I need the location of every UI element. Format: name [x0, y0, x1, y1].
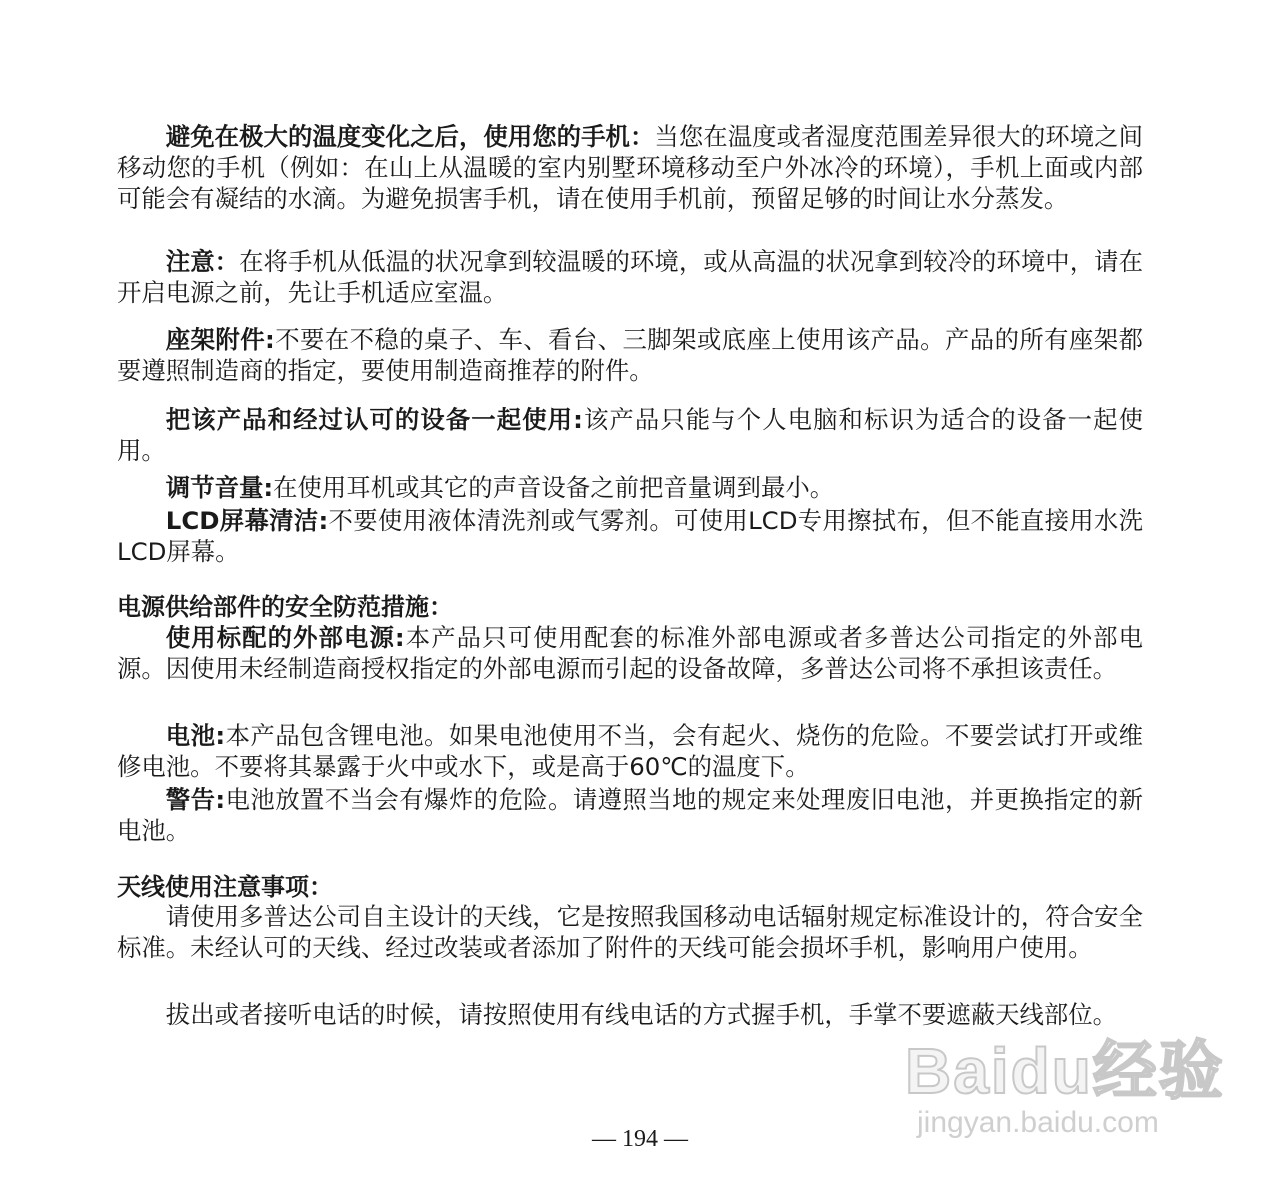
paragraph-text: 拔出或者接听电话的时候，请按照使用有线电话的方式握手机，手掌不要遮蔽天线部位。: [165, 1000, 1118, 1029]
paragraph-text: 不要在不稳的桌子、车、看台、三脚架或底座上使用该产品。产品的所有座架都要遵照制造商的指定，要使用制造商推荐的附件。: [117, 325, 1143, 385]
paragraph-title: 警告:: [165, 785, 226, 814]
paragraph-warning: [117, 784, 1143, 846]
section-heading-antenna: 天线使用注意事项：: [117, 873, 333, 901]
paragraph-text: 不要使用液体清洗剂或气雾剂。可使用LCD专用擦拭布，但不能直接用水洗LCD屏幕。: [117, 506, 1143, 566]
paragraph-power-supply: [117, 622, 1143, 684]
paragraph-title: 调节音量:: [165, 473, 274, 502]
paragraph-text: 该产品只能与个人电脑和标识为适合的设备一起使用。: [117, 405, 1143, 465]
paragraph-text: 当您在温度或者湿度范围差异很大的环境之间移动您的手机（例如：在山上从温暖的室内别墅环境移动至户外冰冷的环境），手机上面或内部可能会有凝结的水滴。为避免损害手机，请在使用手机前，预留足够的时间让水分蒸发。: [117, 122, 1143, 213]
paragraph-text: 电池放置不当会有爆炸的危险。请遵照当地的规定来处理废旧电池，并更换指定的新电池。: [117, 785, 1143, 845]
paragraph-lcd: [117, 505, 1143, 567]
baidu-watermark: [905, 1020, 1225, 1140]
paragraph-title: 注意：: [165, 247, 240, 276]
paragraph-temperature: [117, 121, 1143, 214]
paragraph-text: 在使用耳机或其它的声音设备之前把音量调到最小。: [273, 473, 835, 502]
paragraph-title: 电池:: [165, 721, 226, 750]
paragraph-battery: [117, 720, 1143, 782]
paragraph-title: 把该产品和经过认可的设备一起使用:: [165, 405, 583, 434]
paragraph-approved-devices: [117, 404, 1143, 466]
watermark-url: jingyan.baidu.com: [917, 1106, 1159, 1139]
paragraph-antenna: [117, 901, 1143, 963]
paragraph-volume: [117, 472, 1143, 503]
paragraph-text: 请使用多普达公司自主设计的天线，它是按照我国移动电话辐射规定标准设计的，符合安全标准。未经认可的天线、经过改装或者添加了附件的天线可能会损坏手机，影响用户使用。: [117, 902, 1143, 962]
paragraph-note: [117, 246, 1143, 308]
paragraph-mount: [117, 324, 1143, 386]
paragraph-title: 座架附件:: [165, 325, 275, 354]
section-heading-power: 电源供给部件的安全防范措施：: [117, 593, 453, 621]
watermark-logo: Baidu经验: [905, 1035, 1225, 1107]
paragraph-title: LCD屏幕清洁:: [165, 506, 329, 535]
paragraph-title: 避免在极大的温度变化之后，使用您的手机：: [165, 122, 655, 151]
paragraph-text: 本产品只可使用配套的标准外部电源或者多普达公司指定的外部电源。因使用未经制造商授权指定的外部电源而引起的设备故障，多普达公司将不承担该责任。: [117, 623, 1143, 683]
paragraph-title: 使用标配的外部电源:: [165, 623, 405, 652]
paragraph-text: 本产品包含锂电池。如果电池使用不当，会有起火、烧伤的危险。不要尝试打开或维修电池。不要将其暴露于火中或水下，或是高于60℃的温度下。: [117, 721, 1143, 781]
page-number: — 194 —: [592, 1126, 688, 1152]
paragraph-text: 在将手机从低温的状况拿到较温暖的环境，或从高温的状况拿到较冷的环境中，请在开启电源之前，先让手机适应室温。: [117, 247, 1143, 307]
